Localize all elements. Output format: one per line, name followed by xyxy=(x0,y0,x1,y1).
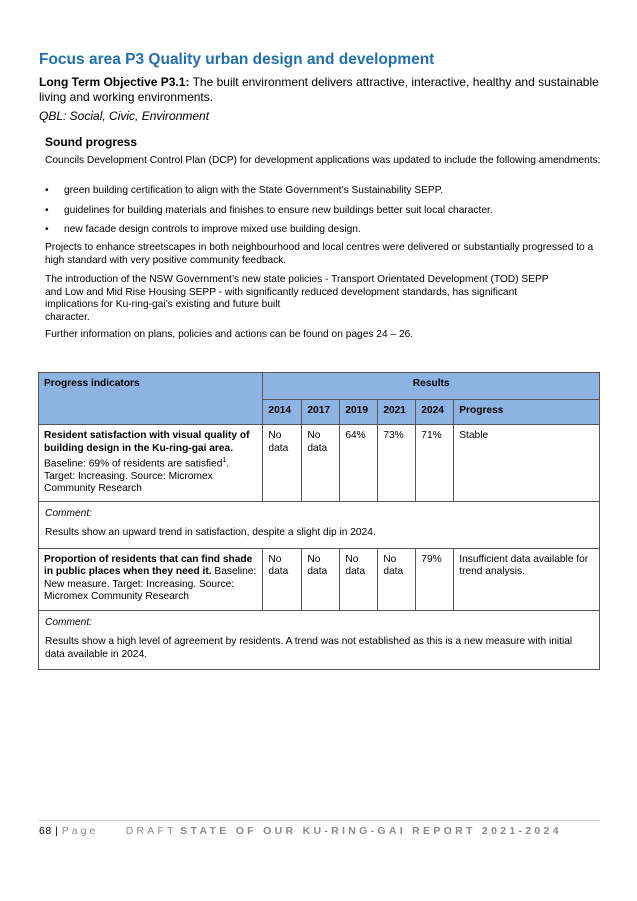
progress-cell: Insufficient data available for trend analysis. xyxy=(454,548,600,610)
value-cell: 73% xyxy=(378,425,416,502)
further-info-paragraph: Further information on plans, policies and actions can be found on pages 24 – 26. xyxy=(45,329,414,340)
footer-divider xyxy=(39,820,600,821)
indicator-details: . Target: Increasing. Source: Micromex Community Research xyxy=(44,458,230,495)
value-cell: 71% xyxy=(416,425,454,502)
header-year: 2019 xyxy=(340,400,378,425)
comment-label: Comment: xyxy=(45,616,92,628)
value-cell: 79% xyxy=(416,548,454,610)
page-footer xyxy=(39,825,600,837)
footer-separator: | xyxy=(55,825,59,837)
comment-text: Results show a high level of agreement by residents. A trend was not established as this is a new measure with initial data available in 2024. xyxy=(45,636,573,660)
bullet-text: green building certification to align with the State Government’s Sustainability SEPP. xyxy=(64,185,444,196)
bullet-icon: • xyxy=(45,224,49,235)
bullet-icon: • xyxy=(45,185,49,196)
comment-label: Comment: xyxy=(45,507,92,519)
bullet-icon: • xyxy=(45,205,49,216)
report-title: STATE OF OUR KU-RING-GAI REPORT 2021-2024 xyxy=(180,825,562,837)
comment-row xyxy=(39,610,600,670)
value-cell: No data xyxy=(302,548,340,610)
value-cell: No data xyxy=(263,548,302,610)
policy-line: The introduction of the NSW Government’s new state policies - Transport Orientated Development (TOD) SEPP xyxy=(45,274,549,285)
policy-line: character. xyxy=(45,311,90,323)
streetscapes-paragraph: Projects to enhance streetscapes in both neighbourhood and local centres were delivered or substantially progressed to a high standard with very positive community feedback. xyxy=(45,242,594,266)
progress-cell: Stable xyxy=(454,425,600,502)
policy-line: implications for Ku-ring-gai’s existing and future built xyxy=(45,299,281,310)
draft-label: DRAFT xyxy=(125,825,177,837)
footnote-marker: 1 xyxy=(222,457,227,464)
comment-text: Results show an upward trend in satisfaction, despite a slight dip in 2024. xyxy=(45,527,376,539)
header-year: 2024 xyxy=(416,400,454,425)
policy-line: and Low and Mid Rise Housing SEPP - with significantly reduced development standards, has significant xyxy=(45,286,518,298)
indicator-cell xyxy=(39,548,263,610)
sound-progress-heading: Sound progress xyxy=(45,135,138,149)
focus-area-title: Focus area P3 Quality urban design and development xyxy=(39,51,435,68)
bullet-text: new facade design controls to improve mixed use building design. xyxy=(64,224,361,235)
long-term-objective xyxy=(39,75,604,105)
header-year: 2014 xyxy=(263,400,302,425)
value-cell: No data xyxy=(263,425,302,502)
header-progress-indicators: Progress indicators xyxy=(39,373,263,425)
header-results: Results xyxy=(263,373,600,400)
progress-indicators-table xyxy=(38,372,600,670)
indicator-title: Proportion of residents that can find shade in public places when they need it. xyxy=(44,553,253,578)
value-cell: No data xyxy=(378,548,416,610)
indicator-baseline: Baseline: 69% of residents are satisfied xyxy=(44,458,223,470)
indicator-title: Resident satisfaction with visual quality of building design in the Ku-ring-gai area. xyxy=(44,430,250,454)
value-cell: No data xyxy=(302,425,340,502)
indicator-cell xyxy=(39,425,263,502)
value-cell: No data xyxy=(340,548,378,610)
indicator-baseline: Baseline: New measure. Target: Increasing. Source: Micromex Community Research xyxy=(44,566,257,603)
page-number: 68 xyxy=(39,825,52,837)
comment-cell xyxy=(39,501,600,548)
sound-progress-intro: Councils Development Control Plan (DCP) for development applications was updated to include the following amendments: xyxy=(45,155,601,166)
bullet-text: guidelines for building materials and finishes to ensure new buildings better suit local character. xyxy=(64,205,493,216)
table-row xyxy=(39,548,600,610)
header-year: 2017 xyxy=(302,400,340,425)
policy-paragraph xyxy=(45,274,605,324)
value-cell: 64% xyxy=(340,425,378,502)
header-progress: Progress xyxy=(454,400,600,425)
qbl-line: QBL: Social, Civic, Environment xyxy=(39,109,210,123)
comment-row xyxy=(39,501,600,548)
page-label: Page xyxy=(61,825,99,837)
comment-cell xyxy=(39,610,600,670)
objective-label: Long Term Objective P3.1: xyxy=(39,75,190,89)
header-year: 2021 xyxy=(378,400,416,425)
table-row xyxy=(39,425,600,502)
objective-text: The built environment delivers attractive, interactive, healthy and sustainable living and working environments. xyxy=(39,75,599,104)
